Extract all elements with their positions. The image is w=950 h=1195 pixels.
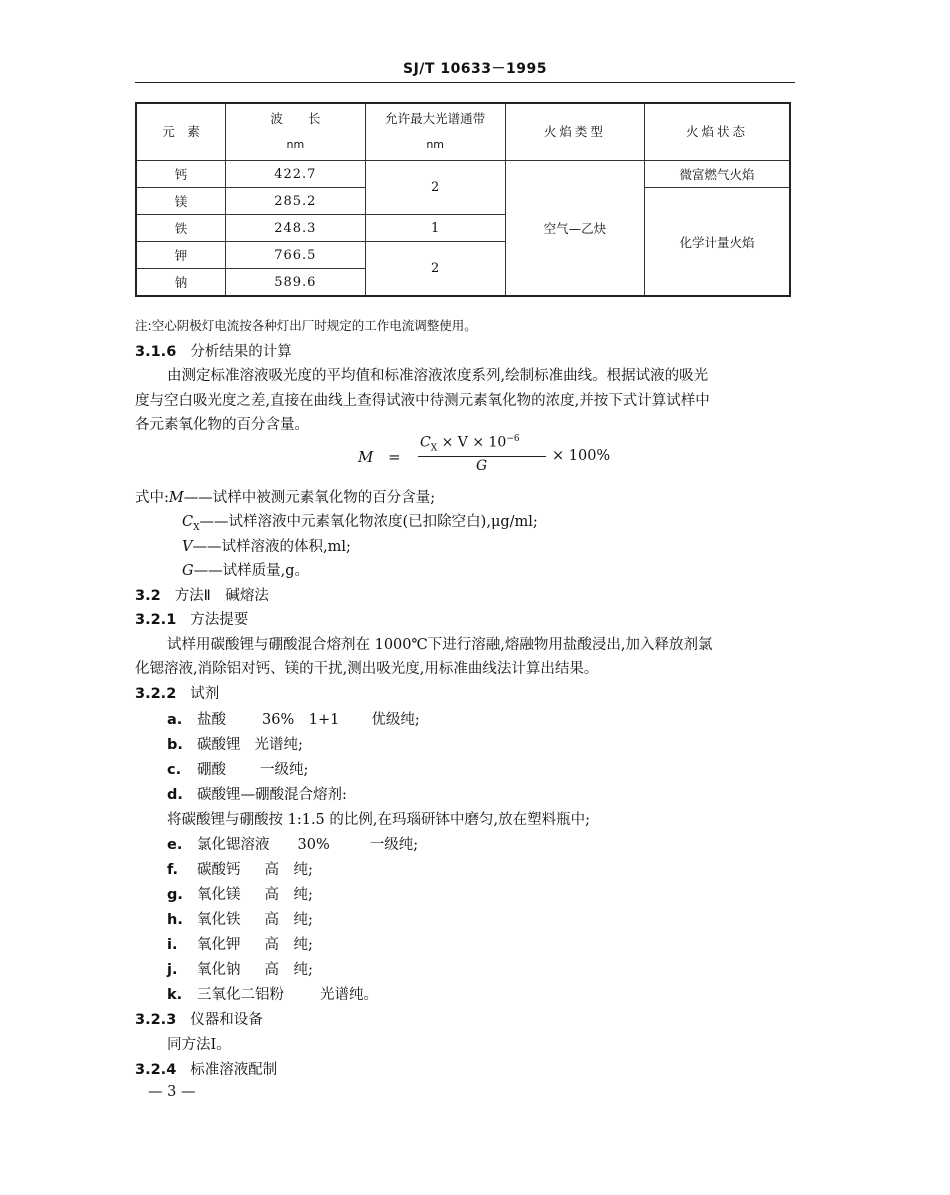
item-name: 氧化镁	[197, 887, 241, 903]
item-name: 盐酸	[197, 712, 226, 728]
def-symbol: M	[168, 490, 184, 506]
section-number: 3.2.1	[135, 612, 177, 628]
item-letter: g.	[167, 887, 183, 903]
reagent-item	[167, 733, 303, 754]
section-number: 3.2	[135, 588, 161, 604]
cell-element: 钠	[136, 269, 226, 297]
item-name: 氧化钾	[197, 937, 241, 953]
item-letter: b.	[167, 737, 183, 753]
def-symbol: C	[182, 514, 194, 530]
section-heading-3-2-1	[135, 608, 248, 629]
item-name: 氯化锶溶液	[197, 837, 270, 853]
cell-wavelength: 766.5	[226, 242, 366, 269]
formula-exp: −6	[506, 434, 520, 444]
cell-element: 钙	[136, 161, 226, 188]
item-name: 碳酸锂—硼酸混合熔剂:	[197, 787, 347, 803]
section-title: 标准溶液配制	[190, 1062, 278, 1078]
table-note: 注:空心阴极灯电流按各种灯出厂时规定的工作电流调整使用。	[135, 318, 477, 333]
bandpass-unit: nm	[426, 138, 445, 151]
reagent-item	[167, 783, 347, 804]
cell-wavelength: 422.7	[226, 161, 366, 188]
item-name: 碳酸钙	[197, 862, 241, 878]
def-symbol-sub: X	[193, 522, 200, 533]
reagent-item	[167, 933, 313, 954]
reagent-item	[167, 958, 313, 979]
section-title: 方法提要	[190, 612, 249, 628]
section-number: 3.1.6	[135, 344, 177, 360]
formula-c: C	[420, 434, 431, 451]
cell-flame-state: 化学计量火焰	[644, 188, 790, 297]
cell-element: 镁	[136, 188, 226, 215]
item-name: 碳酸锂	[197, 737, 241, 753]
def-symbol: V	[182, 539, 193, 555]
item-spec: 30%	[297, 837, 330, 853]
paragraph-line: 试样用碳酸锂与硼酸混合熔剂在 1000℃下进行溶融,熔融物用盐酸浸出,加入释放剂氯	[167, 637, 713, 653]
paragraph-line: 度与空白吸光度之差,直接在曲线上查得试液中待测元素氧化物的浓度,并按下式计算试样中	[135, 393, 710, 409]
item-letter: e.	[167, 837, 183, 853]
paragraph-line: 各元素氧化物的百分含量。	[135, 417, 309, 433]
table-row	[136, 161, 790, 188]
cell-wavelength: 589.6	[226, 269, 366, 297]
page-number: — 3 —	[148, 1084, 196, 1100]
def-symbol: G	[182, 563, 194, 579]
reagent-item	[167, 983, 378, 1004]
item-grade: 高 纯;	[264, 937, 313, 953]
item-letter: k.	[167, 987, 183, 1003]
paragraph-line: 同方法Ⅰ。	[167, 1037, 231, 1053]
item-grade: 光谱纯。	[320, 987, 378, 1003]
item-letter: a.	[167, 712, 183, 728]
reagent-item	[167, 858, 313, 879]
reagent-item	[167, 708, 420, 729]
cell-element: 铁	[136, 215, 226, 242]
col-header-wavelength	[226, 103, 366, 161]
percentage-formula	[358, 436, 618, 480]
cell-bandpass: 2	[365, 161, 505, 215]
cell-element: 钾	[136, 242, 226, 269]
section-title: 方法Ⅱ 碱熔法	[174, 588, 269, 604]
formula-numerator	[420, 434, 520, 453]
cell-flame-type: 空气—乙炔	[505, 161, 644, 297]
section-heading-3-2-3	[135, 1008, 263, 1029]
cell-bandpass: 1	[365, 215, 505, 242]
header-rule	[135, 82, 795, 83]
section-title: 试剂	[190, 686, 220, 702]
col-header-flame-state: 火焰状态	[644, 103, 790, 161]
def-text: ——试样溶液的体积,ml;	[192, 539, 351, 555]
formula-num-rest: × V × 10	[437, 434, 507, 451]
item-grade: 高 纯;	[264, 912, 313, 928]
item-name: 硼酸	[197, 762, 226, 778]
col-header-element: 元 素	[136, 103, 226, 161]
formula-denominator: G	[476, 458, 488, 474]
reagent-item	[167, 833, 418, 854]
cell-flame-state: 微富燃气火焰	[644, 161, 790, 188]
instrument-parameter-table	[135, 102, 791, 297]
definition-line	[135, 486, 435, 507]
section-heading-3-2	[135, 584, 269, 605]
definition-line	[182, 535, 351, 556]
col-header-bandpass	[365, 103, 505, 161]
item-letter: j.	[167, 962, 178, 978]
reagent-d-description: 将碳酸锂与硼酸按 1:1.5 的比例,在玛瑙研钵中磨匀,放在塑料瓶中;	[167, 812, 590, 828]
section-number: 3.2.2	[135, 686, 177, 702]
cell-wavelength: 248.3	[226, 215, 366, 242]
item-grade: 光谱纯;	[254, 737, 303, 753]
item-letter: d.	[167, 787, 183, 803]
def-text: ——试样质量,g。	[193, 563, 309, 579]
section-heading-3-1-6	[135, 340, 292, 361]
table-header-row	[136, 103, 790, 161]
section-heading-3-2-2	[135, 682, 219, 703]
formula-lhs: M	[358, 448, 374, 466]
definition-line	[182, 510, 538, 533]
item-grade: 高 纯;	[264, 887, 313, 903]
reagent-item	[167, 908, 313, 929]
item-grade: 高 纯;	[264, 962, 313, 978]
section-number: 3.2.4	[135, 1062, 177, 1078]
wavelength-label: 波 长	[270, 111, 321, 126]
item-spec: 36% 1+1	[262, 712, 340, 728]
bandpass-label: 允许最大光谱通带	[385, 111, 486, 126]
cell-bandpass: 2	[365, 242, 505, 297]
formula-tail: × 100%	[552, 448, 611, 464]
item-name: 氧化钠	[197, 962, 241, 978]
cell-wavelength: 285.2	[226, 188, 366, 215]
col-header-flame-type: 火焰类型	[505, 103, 644, 161]
section-title: 分析结果的计算	[190, 344, 292, 360]
item-letter: i.	[167, 937, 178, 953]
item-name: 三氧化二铝粉	[197, 987, 284, 1003]
formula-c-sub: X	[430, 443, 438, 454]
paragraph-line: 由测定标准溶液吸光度的平均值和标准溶液浓度系列,绘制标准曲线。根据试液的吸光	[167, 368, 709, 384]
reagent-item	[167, 883, 313, 904]
paragraph-line: 化锶溶液,消除铝对钙、镁的干扰,测出吸光度,用标准曲线法计算出结果。	[135, 661, 599, 677]
section-heading-3-2-4	[135, 1058, 277, 1079]
item-grade: 一级纯;	[260, 762, 309, 778]
def-text: ——试样溶液中元素氧化物浓度(已扣除空白),μg/ml;	[199, 514, 538, 530]
where-label: 式中:	[135, 490, 169, 506]
item-letter: c.	[167, 762, 182, 778]
section-number: 3.2.3	[135, 1012, 177, 1028]
item-grade: 优级纯;	[371, 712, 420, 728]
item-grade: 一级纯;	[369, 837, 419, 853]
item-name: 氧化铁	[197, 912, 241, 928]
reagent-item	[167, 758, 308, 779]
definition-line	[182, 559, 309, 580]
item-letter: f.	[167, 862, 179, 878]
formula-equals: =	[388, 448, 401, 466]
def-text: ——试样中被测元素氧化物的百分含量;	[183, 490, 436, 506]
wavelength-unit: nm	[286, 138, 305, 151]
fraction-bar	[418, 456, 546, 457]
item-letter: h.	[167, 912, 183, 928]
section-title: 仪器和设备	[190, 1012, 263, 1028]
standard-number-header: SJ/T 10633－1995	[403, 61, 547, 77]
item-grade: 高 纯;	[264, 862, 313, 878]
